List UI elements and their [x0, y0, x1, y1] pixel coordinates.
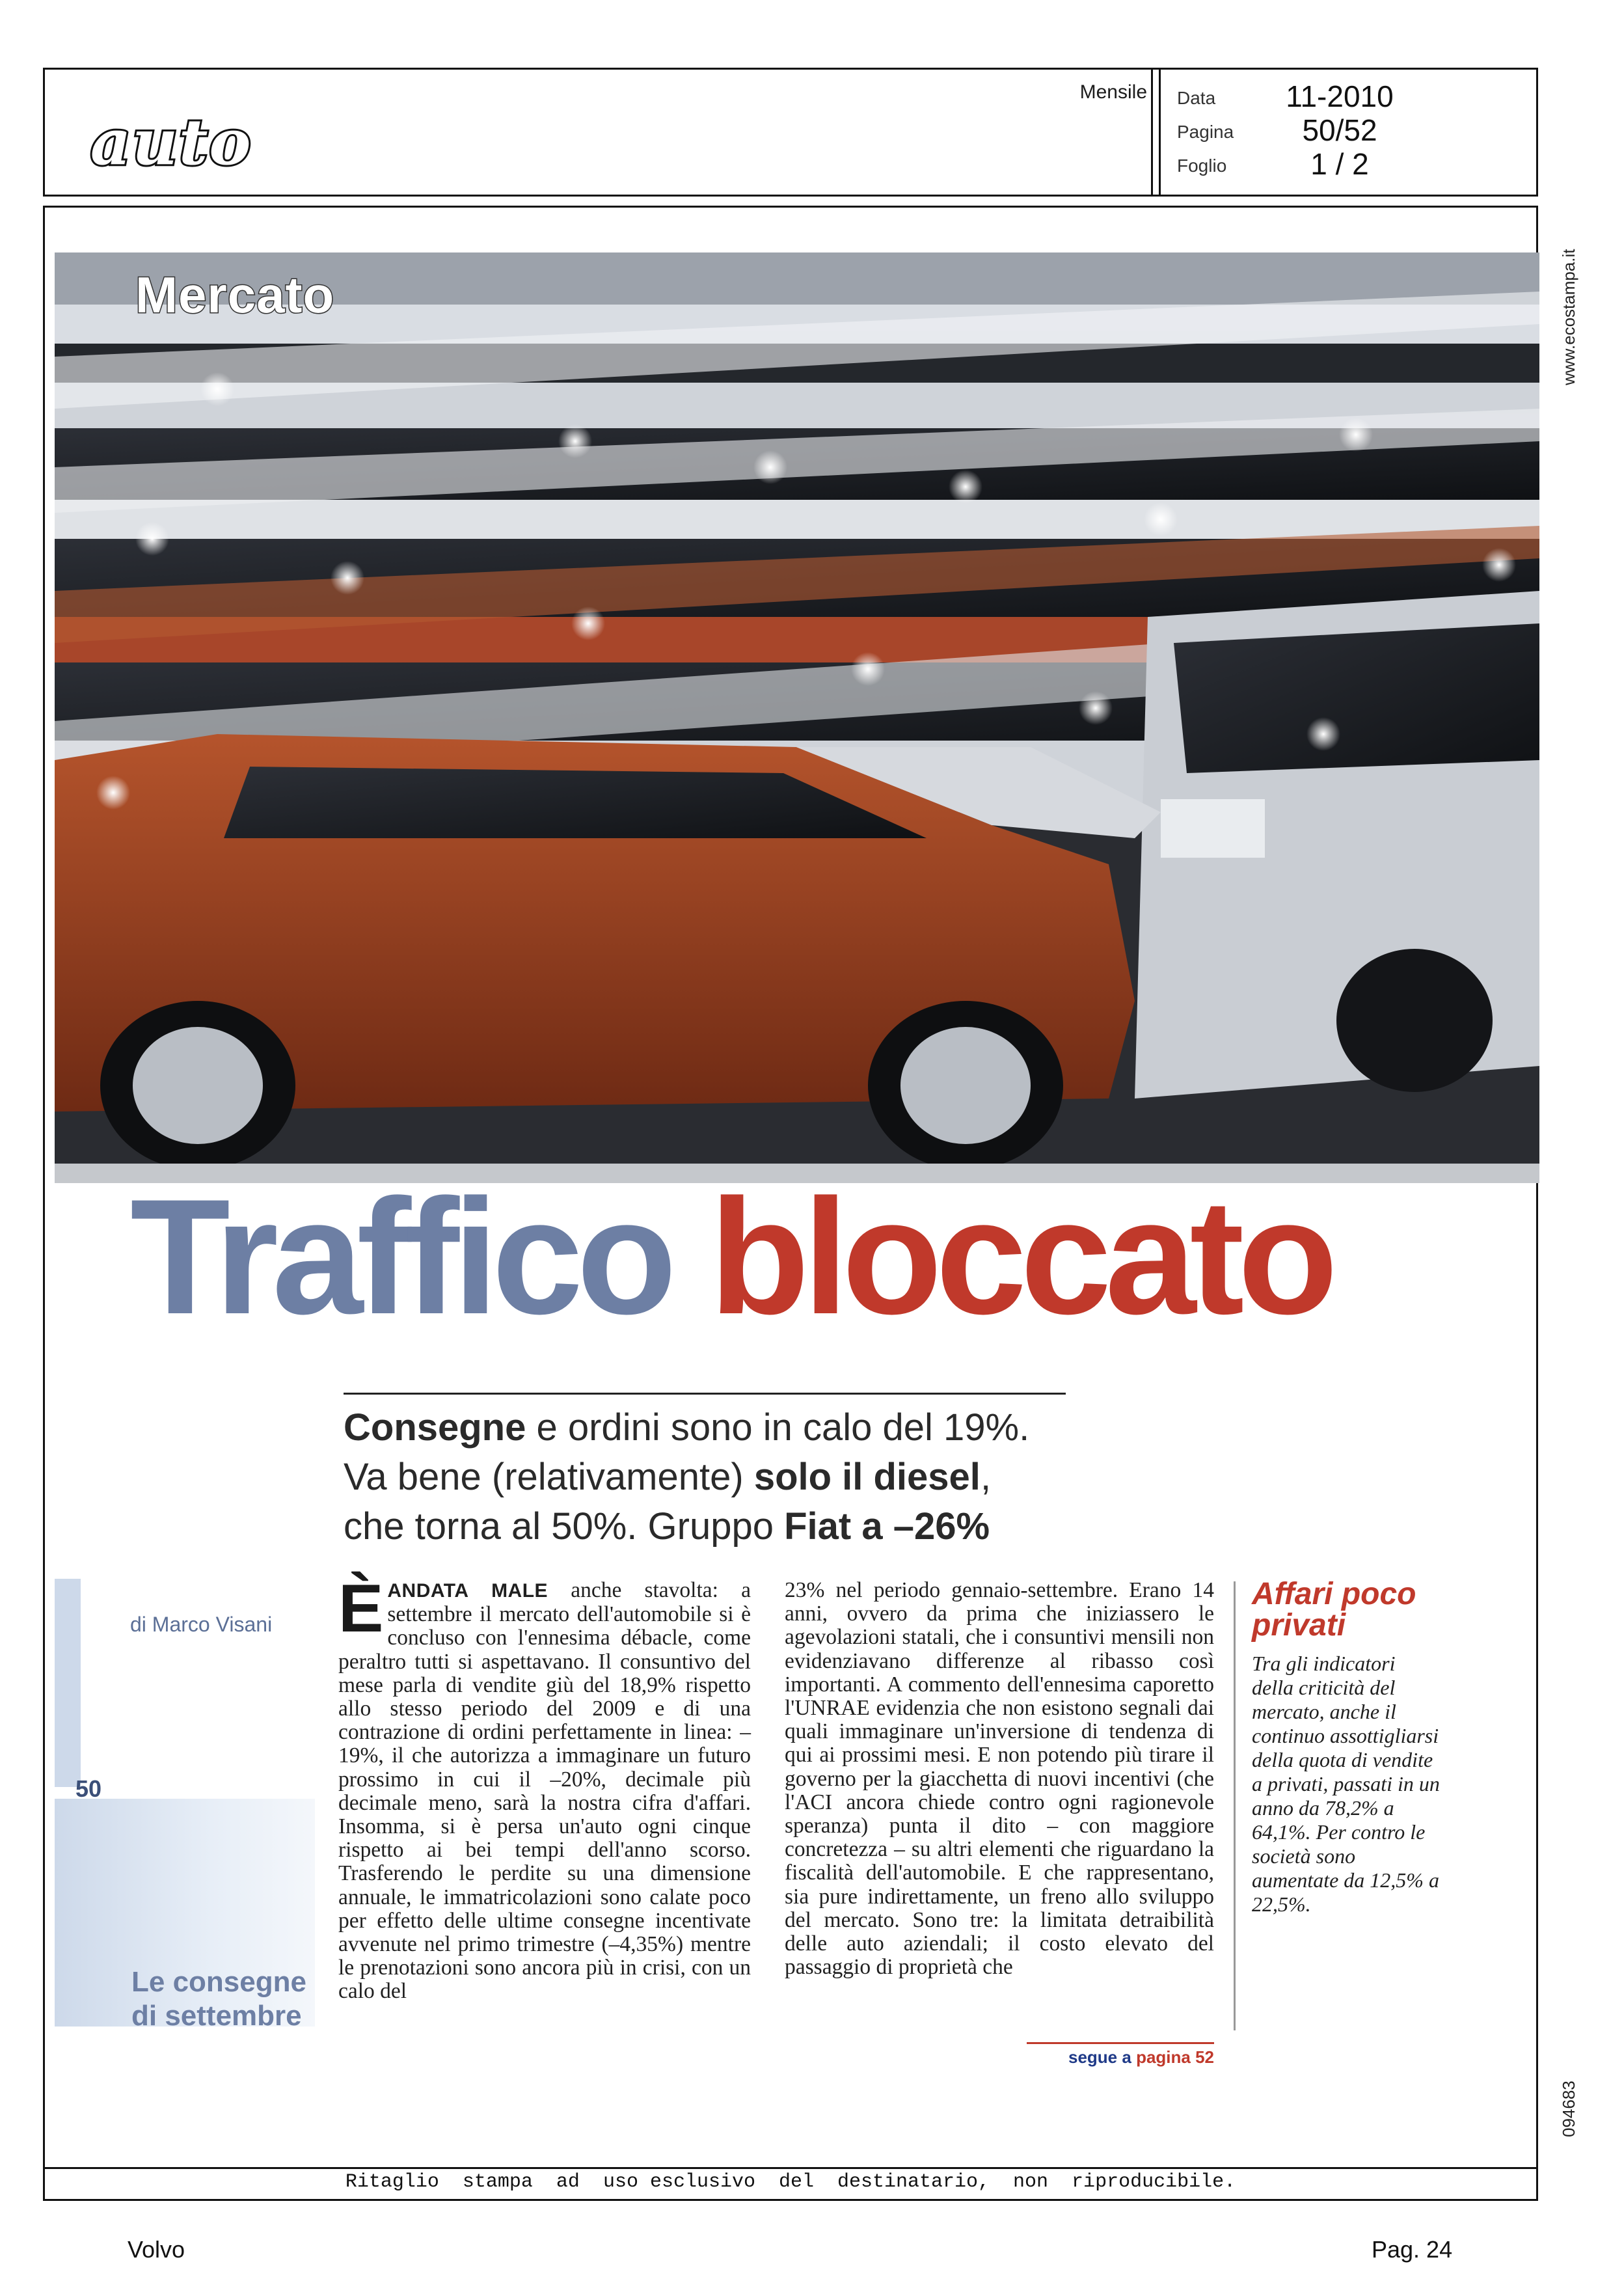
- box-title-line: Affari poco: [1252, 1577, 1416, 1611]
- article-column-1: [338, 1571, 751, 2004]
- continue-link[interactable]: [1015, 2047, 1214, 2067]
- headline-word-2: bloccato: [709, 1166, 1332, 1348]
- footer-client: Volvo: [128, 2236, 185, 2263]
- subhead-bold: Consegne: [344, 1406, 526, 1449]
- continue-rule: [1027, 2042, 1214, 2044]
- meta-label: Data: [1177, 88, 1216, 108]
- box-text: Tra gli indicatori della criticità del mercato, anche il continuo assottigliarsi della quota di vendite a privati, passati in un anno da 78,2% a 64,1%. Per contro le società sono aumentate da 12,5% a 22,5%.: [1252, 1652, 1440, 1916]
- lead-in: ANDATA MALE: [387, 1580, 548, 1602]
- masthead-box: [43, 68, 1538, 197]
- article-column-2: [785, 1579, 1214, 1979]
- cars-illustration: [55, 252, 1539, 1183]
- sidebar-heading: [131, 1965, 314, 2033]
- footer-rule: [44, 2167, 1537, 2169]
- section-title: Mercato: [135, 266, 335, 323]
- side-url: [1542, 215, 1578, 385]
- headline-word-1: Traffico: [130, 1166, 671, 1348]
- cars-photo: [55, 252, 1539, 1183]
- drop-cap: È: [338, 1571, 384, 1646]
- subhead-rule: [344, 1393, 1066, 1395]
- meta-value: 11-2010: [1286, 79, 1394, 113]
- footer-page: Pag. 24: [1372, 2236, 1453, 2263]
- meta-value: 1 / 2: [1310, 147, 1369, 181]
- subheadline: [344, 1403, 1124, 1551]
- meta-row-sheet: [1177, 146, 1515, 180]
- sidebar-heading-line: Le consegne: [131, 1966, 306, 1998]
- column-text: 23% nel periodo gennaio-settembre. Erano 14 anni, ovvero da prima che iniziassero le agevolazioni statali, che i consuntivi mensili non evidenziavano differenze al ribasso così importanti. A commento dell'ennesima caporetto l'UNRAE evidenzia che non esistono segnali dai quali immaginare un'inversione di tendenza di qui ai prossimi mesi. E non potendo più tirare il governo per la giacchetta di nuovi incentivi (che l'ACI ancora chiede contro ogni ragionevole speranza) punta il dito – con maggiore concretezza – su altri elementi che riguardano la fiscalità dell'automobile. E che rappresentano, sia pure indirettamente, un freno allo sviluppo del mercato. Sono tre: la limitata detraibilità delle auto aziendali; il costo elevato del passaggio di proprietà che: [785, 1578, 1214, 1980]
- left-sidebar: [55, 1579, 315, 2027]
- publication-logo: auto: [90, 105, 252, 179]
- box-title: [1252, 1579, 1416, 1641]
- reproduction-notice: Ritaglio stampa ad uso esclusivo del destinatario, non riproducibile.: [345, 2171, 1236, 2193]
- divider: [1159, 70, 1161, 195]
- box-title-line: privati: [1252, 1608, 1346, 1643]
- meta-label: Foglio: [1177, 156, 1227, 176]
- column-text: anche stavolta: a settembre il mercato dell'automobile si è concluso con l'ennesima débacle, come peraltro tutti si aspettavano. Il consuntivo del mese parla di vendite giù del 18,9% rispetto allo stesso periodo del 2009 e di una contrazione di ordini perfettamente in linea: –19%, il che autorizza a immaginare un futuro prossimo in cui il –20%, decimale più decimale meno, sarà la nostra cifra d'affari. Insomma, si è persa un'auto ogni cinque rispetto ai bei tempi dell'anno scorso. Trasferendo le perdite su una dimensione annuale, le immatricolazioni sono calate poco per effetto delle ultime consegne incentivate avvenute nel primo trimestre (–4,35%) mentre le prenotazioni sono ancora più in crisi, con un calo del: [338, 1578, 751, 2004]
- sidebar-heading-line: di settembre: [131, 2000, 302, 2032]
- side-code: [1542, 2069, 1578, 2148]
- subhead-text: e ordini sono in calo del 19%.: [526, 1406, 1030, 1449]
- continue-text: segue a: [1068, 2047, 1137, 2067]
- side-url-text: www.ecostampa.it: [1559, 249, 1578, 385]
- headline: [130, 1166, 1332, 1348]
- silver-car: [1135, 591, 1539, 1099]
- box-divider: [1234, 1581, 1236, 2030]
- divider: [1151, 70, 1153, 195]
- sidebar-band: [55, 1579, 81, 1787]
- subhead-text: ,: [980, 1456, 992, 1498]
- issue-meta: [1177, 79, 1515, 180]
- meta-row-date: [1177, 79, 1515, 113]
- byline: di Marco Visani: [130, 1613, 273, 1636]
- meta-label: Pagina: [1177, 122, 1234, 142]
- subhead-bold: solo il diesel: [753, 1456, 981, 1498]
- meta-value: 50/52: [1302, 113, 1377, 147]
- page-number: 50: [75, 1775, 102, 1802]
- frequency-label: Mensile: [1079, 81, 1147, 103]
- subhead-text: Va bene (relativamente): [344, 1456, 754, 1498]
- subhead-text: che torna al 50%. Gruppo: [344, 1505, 785, 1548]
- subhead-bold: Fiat a –26%: [784, 1505, 990, 1548]
- continue-page: pagina 52: [1136, 2047, 1214, 2067]
- meta-row-page: [1177, 113, 1515, 146]
- side-code-text: 094683: [1559, 2081, 1578, 2137]
